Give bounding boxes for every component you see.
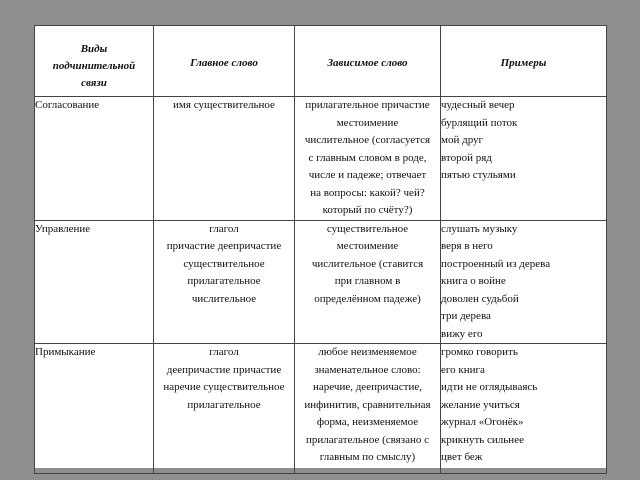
cell-line: числительное — [191, 292, 257, 305]
cell-line: числе и падеже; отвечает — [308, 169, 427, 181]
cell-line: вижу его — [441, 327, 483, 340]
cell-line: прилагательное причастие — [305, 99, 430, 111]
cell-line: крикнуть сильнее — [441, 433, 524, 446]
cell-line: который по счёту?) — [322, 204, 413, 216]
cell-line: числительное (ставится — [311, 257, 424, 270]
cell-line: с главным словом в роде, — [308, 151, 427, 164]
cell-line: чудесный вечер — [441, 99, 515, 111]
dependent-word-cell — [295, 97, 441, 221]
header-main-word-label: Главное слово — [190, 57, 258, 69]
cell-line: деепричастие причастие — [166, 363, 282, 376]
cell-line: прилагательное (связано с — [305, 433, 429, 446]
cell-line: местоимение — [336, 240, 399, 252]
cell-line: три дерева — [441, 310, 491, 322]
cell-line: пятью стульями — [441, 169, 516, 181]
main-word-cell — [154, 344, 295, 474]
cell-line: инфинитив, сравнительная — [304, 398, 431, 411]
header-dependent-word — [295, 26, 441, 97]
main-word-cell — [154, 220, 295, 344]
cell-line: доволен судьбой — [441, 292, 519, 305]
header-examples-label: Примеры — [500, 57, 547, 69]
syntax-links-table — [34, 25, 607, 474]
cell-line: на вопросы: какой? чей? — [310, 186, 425, 199]
cell-line: существительное — [326, 222, 409, 235]
cell-line: веря в него — [441, 240, 493, 252]
header-types-label: Виды подчинительной связи — [52, 43, 136, 89]
cell-line: знаменательное слово: — [314, 363, 421, 376]
cell-line: книга о войне — [441, 275, 506, 287]
cell-line: глагол — [209, 346, 239, 358]
row-type-government — [35, 220, 154, 344]
row-type-label: Согласование — [35, 99, 100, 111]
cell-line: главным по смыслу) — [319, 451, 416, 463]
examples-cell — [441, 220, 607, 344]
header-main-word — [154, 26, 295, 97]
cell-line: причастие деепричастие — [166, 240, 282, 252]
cell-line: построенный из дерева — [441, 257, 551, 270]
examples-cell — [441, 344, 607, 474]
cell-line: прилагательное — [187, 275, 261, 287]
cell-line: желание учиться — [441, 398, 520, 411]
cell-line: существительное — [183, 257, 265, 270]
cell-line: любое неизменяемое — [318, 346, 417, 358]
cell-line: громко говорить — [441, 346, 518, 358]
header-examples — [441, 26, 607, 97]
cell-line: форма, неизменяемое — [316, 416, 419, 428]
cell-line: его книга — [441, 363, 485, 376]
main-word-cell — [154, 97, 295, 221]
dependent-word-cell — [295, 344, 441, 474]
row-type-label: Примыкание — [35, 346, 96, 358]
cell-line: определённом падеже) — [314, 292, 421, 305]
cell-line: числительное (согласуется — [304, 134, 431, 146]
row-type-label: Управление — [35, 222, 91, 235]
cell-line: имя существительное — [173, 99, 275, 111]
cell-line: при главном в — [334, 275, 401, 287]
cell-line: слушать музыку — [441, 222, 518, 235]
cell-line: цвет беж — [441, 451, 483, 463]
cell-line: наречие существительное — [163, 381, 285, 393]
cell-line: второй ряд — [441, 151, 492, 164]
cell-line: прилагательное — [187, 398, 261, 411]
table-row — [35, 344, 607, 474]
table-row — [35, 220, 607, 344]
cell-line: мой друг — [441, 134, 484, 146]
table-row — [35, 97, 607, 221]
row-type-adjoining — [35, 344, 154, 474]
cell-line: местоимение — [336, 116, 399, 129]
cell-line: журнал «Огонёк» — [441, 416, 524, 428]
cell-line: идти не оглядываясь — [441, 381, 538, 393]
dependent-word-cell — [295, 220, 441, 344]
row-type-agreement — [35, 97, 154, 221]
cell-line: бурлящий поток — [441, 116, 518, 129]
header-dependent-word-label: Зависимое слово — [327, 57, 408, 69]
cell-line: наречие, деепричастие, — [313, 381, 422, 393]
examples-cell — [441, 97, 607, 221]
header-row — [35, 26, 607, 97]
header-types — [35, 26, 154, 97]
cell-line: глагол — [209, 222, 239, 235]
